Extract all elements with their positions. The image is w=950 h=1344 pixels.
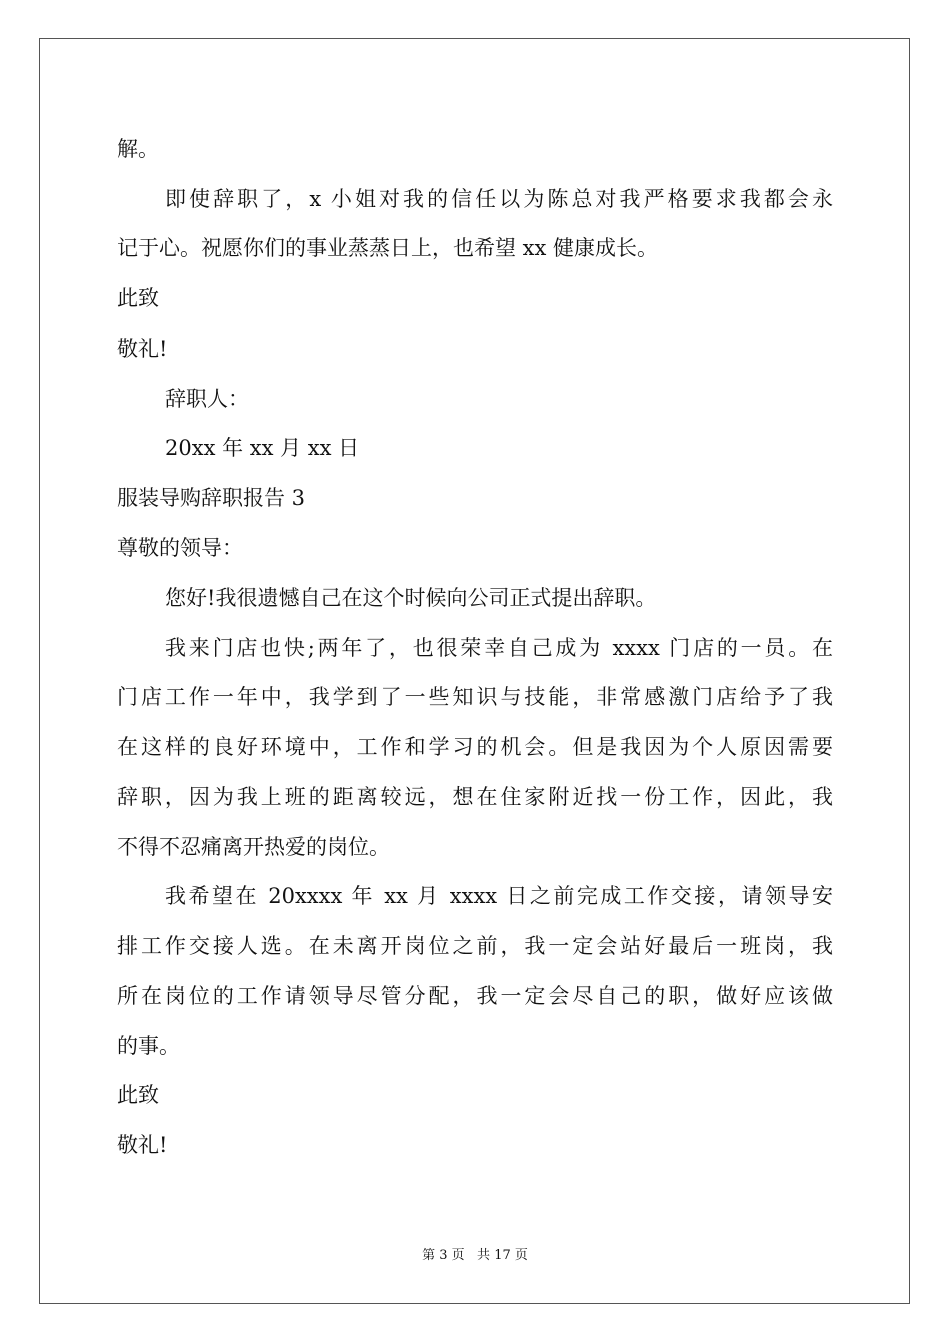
page-number-footer: 第 3 页 共 17 页: [422, 1248, 528, 1263]
text-line: 排工作交接人选。在未离开岗位之前，我一定会站好最后一班岗，我: [117, 934, 833, 958]
text-line: 尊敬的领导：: [117, 536, 243, 560]
text-line: 辞职人：: [165, 387, 249, 411]
text-line: 20xx 年 xx 月 xx 日: [165, 436, 360, 460]
text-line: 的事。: [117, 1034, 180, 1058]
text-line: 我希望在 20xxxx 年 xx 月 xxxx 日之前完成工作交接，请领导安: [165, 884, 833, 908]
section-heading: 服装导购辞职报告 3: [117, 486, 306, 510]
text-line: 您好!我很遗憾自己在这个时候向公司正式提出辞职。: [165, 586, 657, 610]
text-line: 门店工作一年中，我学到了一些知识与技能，非常感激门店给予了我: [117, 685, 833, 709]
text-line: 此致: [117, 286, 159, 310]
text-line: 记于心。祝愿你们的事业蒸蒸日上，也希望 xx 健康成长。: [117, 236, 659, 260]
text-line: 我来门店也快;两年了，也很荣幸自己成为 xxxx 门店的一员。在: [165, 636, 833, 660]
text-line: 解。: [117, 137, 159, 161]
text-line: 敬礼!: [117, 1133, 168, 1157]
text-line: 所在岗位的工作请领导尽管分配，我一定会尽自己的职，做好应该做: [117, 984, 833, 1008]
text-line: 辞职，因为我上班的距离较远，想在住家附近找一份工作，因此，我: [117, 785, 833, 809]
text-line: 此致: [117, 1083, 159, 1107]
text-line: 即使辞职了，x 小姐对我的信任以为陈总对我严格要求我都会永: [165, 187, 833, 211]
page-border: [39, 38, 910, 1304]
text-line: 在这样的良好环境中，工作和学习的机会。但是我因为个人原因需要: [117, 735, 833, 759]
text-line: 敬礼!: [117, 337, 168, 361]
text-line: 不得不忍痛离开热爱的岗位。: [117, 835, 390, 859]
